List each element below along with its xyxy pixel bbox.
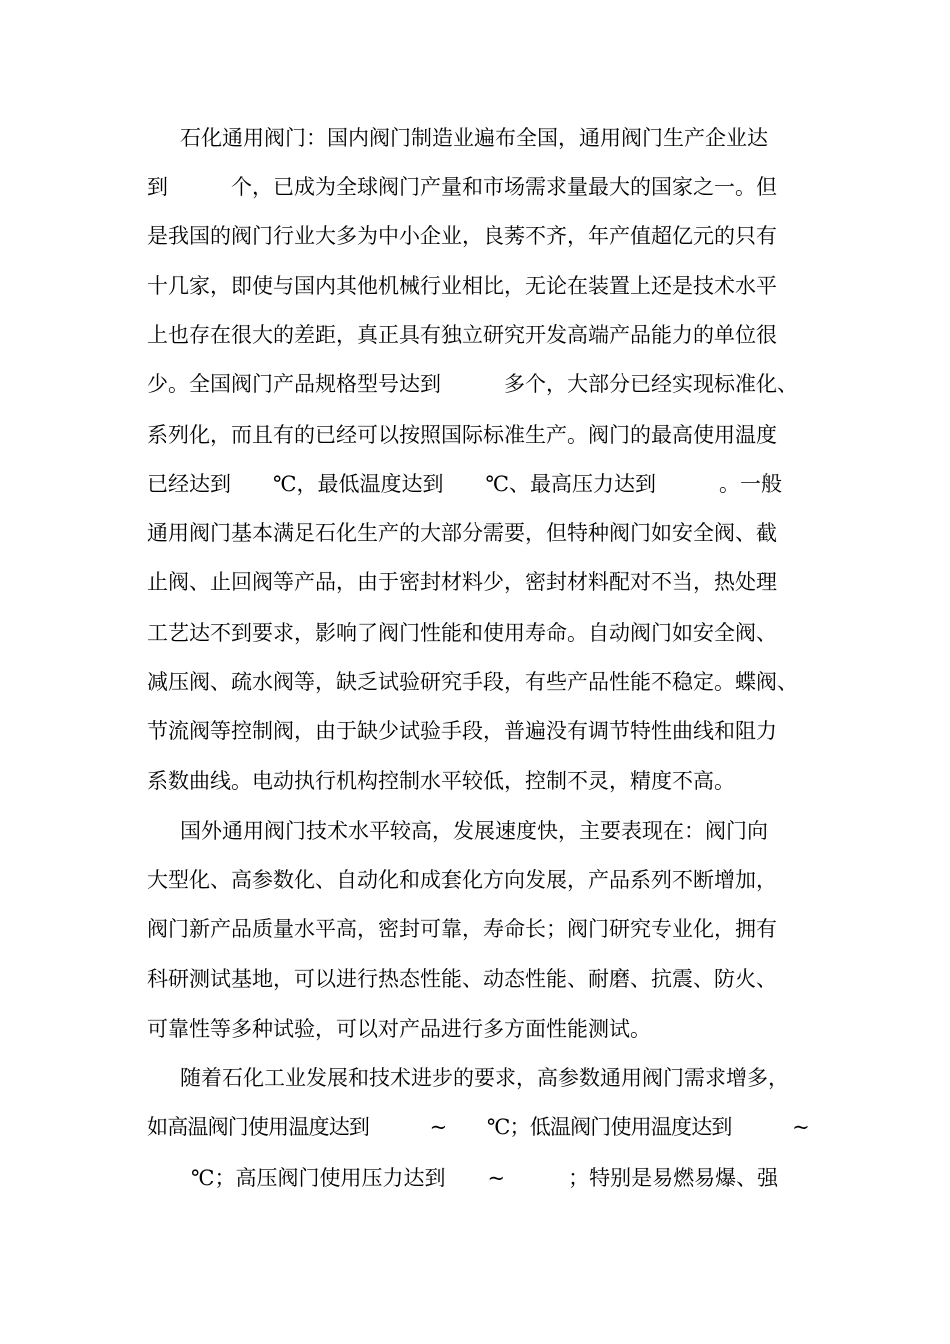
text-line: ℃；高压阀门使用压力达到 ~ ；特别是易燃易爆、强	[191, 1166, 779, 1190]
text-line: 系列化，而且有的已经可以按照国际标准生产。阀门的最高使用温度	[147, 423, 777, 447]
text-line: 到 个，已成为全球阀门产量和市场需求量最大的国家之一。但	[147, 175, 777, 199]
text-line: 随着石化工业发展和技术进步的要求，高参数通用阀门需求增多，	[180, 1066, 789, 1090]
text-line: 通用阀门基本满足石化生产的大部分需要，但特种阀门如安全阀、截	[147, 521, 777, 545]
text-line: 阀门新产品质量水平高，密封可靠，寿命长；阀门研究专业化，拥有	[147, 917, 777, 941]
text-line: 节流阀等控制阀，由于缺少试验手段，普遍没有调节特性曲线和阻力	[147, 719, 777, 743]
text-line: 工艺达不到要求，影响了阀门性能和使用寿命。自动阀门如安全阀、	[147, 621, 777, 645]
text-line: 系数曲线。电动执行机构控制水平较低，控制不灵，精度不高。	[147, 769, 735, 793]
text-line: 少。全国阀门产品规格型号达到 多个，大部分已经实现标准化、	[147, 372, 798, 396]
text-line: 石化通用阀门：国内阀门制造业遍布全国，通用阀门生产企业达	[180, 126, 768, 150]
text-line: 是我国的阀门行业大多为中小企业，良莠不齐，年产值超亿元的只有	[147, 224, 777, 248]
text-line: 如高温阀门使用温度达到 ~ ℃；低温阀门使用温度达到 ~	[147, 1115, 809, 1139]
text-line: 可靠性等多种试验，可以对产品进行多方面性能测试。	[147, 1017, 651, 1041]
text-line: 上也存在很大的差距，真正具有独立研究开发高端产品能力的单位很	[147, 323, 777, 347]
text-line: 大型化、高参数化、自动化和成套化方向发展，产品系列不断增加，	[147, 868, 777, 892]
text-line: 减压阀、疏水阀等，缺乏试验研究手段，有些产品性能不稳定。蝶阀、	[147, 670, 798, 694]
text-line: 已经达到 ℃，最低温度达到 ℃、最高压力达到 。一般	[147, 472, 782, 496]
text-line: 科研测试基地，可以进行热态性能、动态性能、耐磨、抗震、防火、	[147, 967, 777, 991]
text-line: 止阀、止回阀等产品，由于密封材料少，密封材料配对不当，热处理	[147, 570, 777, 594]
text-line: 国外通用阀门技术水平较高，发展速度快，主要表现在：阀门向	[180, 819, 768, 843]
text-line: 十几家，即使与国内其他机械行业相比，无论在装置上还是技术水平	[147, 274, 777, 298]
